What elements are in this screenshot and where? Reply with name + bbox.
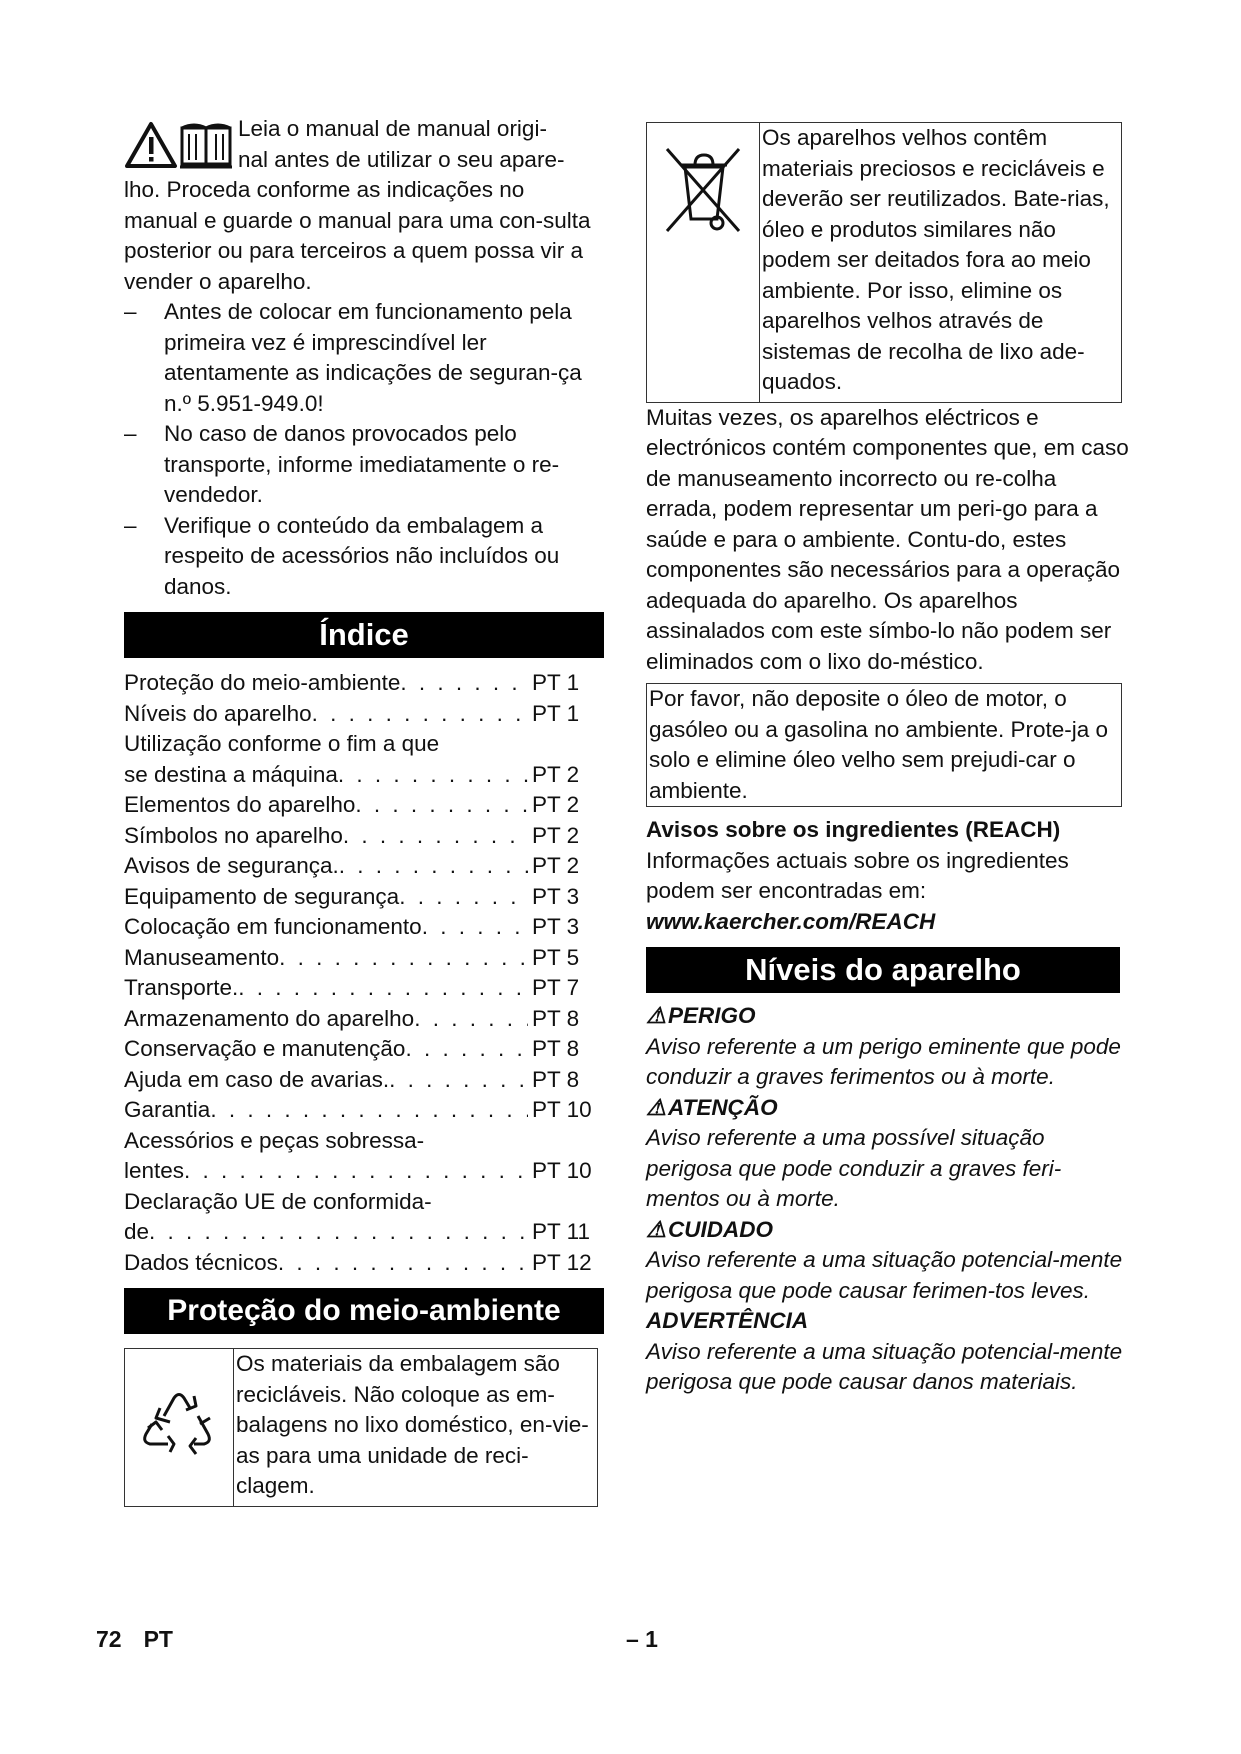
toc-leader-dots [405,1034,528,1065]
toc-entry[interactable] [124,699,604,730]
page-number: 72 [96,1626,122,1652]
right-column [646,122,1132,1398]
toc-leader-dots [343,821,528,852]
recycle-icon [134,1382,224,1472]
toc-entry-text: Dados técnicos [124,1249,278,1275]
weee-notice-text: Os aparelhos velhos contêm materiais preciosos e recicláveis e deverão ser reutilizados. Bate-rias, óleo e produtos similares não podem ser deitados fora ao meio ambiente. Por isso, elimine os aparelhos velhos através de sistemas de recolha de lixo ade-quados. [762,125,1110,394]
reach-paragraph: Informações actuais sobre os ingredientes podem ser encontradas em: [646,847,1069,903]
toc-entry-text: Proteção do meio-ambiente [124,670,401,695]
toc-page-ref: PT 7 [532,975,580,1000]
toc-entry[interactable] [124,668,604,699]
toc-leader-dots [210,1095,528,1126]
list-item [124,419,604,511]
warning-level-perigo [646,1001,1132,1032]
oil-notice-box [646,683,1122,807]
bullet-text: No caso de danos provocados pelo transporte, informe imediatamente o re-vendedor. [164,421,560,507]
warning-heading: ADVERTÊNCIA [646,1308,809,1333]
toc-entry-text: Acessórios e peças sobressa- [124,1127,425,1153]
recycle-notice-box [124,1348,598,1507]
dash-marker: – [124,299,137,324]
toc-entry[interactable] [124,1217,604,1248]
warning-level-atencao [646,1093,1132,1124]
toc-entry-text: Transporte. [124,975,239,1000]
warning-description: Aviso referente a uma possível situação perigosa que pode conduzir a graves feri-mentos ou à morte. [646,1125,1062,1211]
toc-page-ref: PT 2 [532,853,580,878]
dash-marker: – [124,421,137,446]
toc-entry-text: Conservação e manutenção [124,1036,406,1061]
toc-page-ref: PT 1 [532,700,580,726]
toc-page-ref: PT 12 [532,1249,592,1275]
toc-page-ref: PT 3 [532,883,580,909]
toc-page-ref: PT 8 [532,1066,580,1092]
toc-entry[interactable] [124,1034,604,1065]
toc-entry-text: Declaração UE de conformida- [124,1188,432,1214]
language-code: PT [143,1626,173,1652]
toc-entry[interactable] [124,821,604,852]
recycle-notice-text: Os materiais da embalagem são recicláveis. Não coloque as em-balagens no lixo doméstico, en-vie-as para uma unidade de reci-clagem. [236,1351,589,1498]
warning-description: Aviso referente a uma situação potencial-mente perigosa que pode causar ferimen-tos leves. [646,1247,1123,1303]
warning-heading: ATENÇÃO [668,1094,778,1120]
list-item [124,511,604,603]
toc-entry[interactable] [124,943,604,974]
footer-section-page: – 1 [626,1626,658,1652]
toc-entry-text: Manuseamento [124,944,280,970]
intro-icons [124,114,234,170]
toc-entry-text: Símbolos no aparelho [124,822,343,848]
toc-entry-text: Elementos do aparelho [124,792,356,817]
toc-entry-text: de [124,1219,150,1244]
toc-leader-dots [184,1156,528,1187]
manual-book-icon [180,125,232,167]
toc-leader-dots [355,790,528,821]
list-item [124,297,604,419]
toc-entry[interactable] [124,1004,604,1035]
warning-heading: PERIGO [668,1003,756,1028]
reach-link[interactable]: www.kaercher.com/REACH [646,908,936,934]
toc-entry-text: Garantia [124,1097,211,1122]
weee-notice-box [646,122,1122,403]
toc-leader-dots [339,851,528,882]
recycle-icon-cell [125,1349,234,1506]
left-column [124,114,604,1507]
toc-entry-text: Ajuda em caso de avarias. [124,1066,390,1092]
toc-leader-dots [422,912,528,943]
footer-left [96,1626,173,1653]
toc-entry[interactable] [124,1065,604,1096]
toc-entry-text: Utilização conforme o fim a que [124,731,440,756]
intro-second-line: nal antes de utilizar o seu apare- [238,146,565,172]
toc-page-ref: PT 10 [532,1158,592,1183]
levels-heading: Níveis do aparelho [646,947,1120,993]
intro-first-line: Leia o manual de manual origi- [238,116,547,141]
toc-entry-line [124,1187,604,1218]
warning-description: Aviso referente a um perigo eminente que pode conduzir a graves ferimentos ou à morte. [646,1033,1121,1089]
electronics-paragraph: Muitas vezes, os aparelhos eléctricos e electrónicos contém componentes que, em caso de manuseamento incorrecto ou re-colha errada, podem representar um peri-go para a saúde e para o ambiente. Contu-do, estes componentes são necessários para a operação adequada do aparelho. Os aparelhos assinalados com este símbo-lo não podem ser eliminados com o lixo do-méstico. [646,404,1129,674]
bullet-text: Antes de colocar em funcionamento pela primeira vez é imprescindível ler atentamente as indicações de seguran-ça n.º 5.951-949.0! [164,299,582,416]
toc-page-ref: PT 1 [532,670,580,695]
toc-entry-text: Armazenamento do aparelho [124,1005,415,1031]
toc-page-ref: PT 8 [532,1036,580,1061]
warning-level-cuidado [646,1215,1132,1246]
toc-entry[interactable] [124,882,604,913]
intro-rest: lho. Proceda conforme as indicações no manual e guarde o manual para uma con-sulta posterior ou para terceiros a quem possa vir a vender o aparelho. [124,177,591,294]
toc-leader-dots [338,760,528,791]
toc-entry[interactable] [124,760,604,791]
reach-heading: Avisos sobre os ingredientes (REACH) [646,817,1061,842]
toc-entry[interactable] [124,973,604,1004]
toc-entry[interactable] [124,790,604,821]
index-heading: Índice [124,612,604,658]
toc-entry-text: lentes [124,1158,185,1183]
toc-entry[interactable] [124,851,604,882]
toc-leader-dots [279,943,528,974]
warning-levels [646,1001,1132,1398]
warning-triangle-icon: ⚠ [646,1094,667,1120]
crossed-bin-icon [661,141,745,237]
toc-page-ref: PT 2 [532,761,580,787]
environment-heading: Proteção do meio-ambiente [124,1288,604,1334]
toc-leader-dots [238,973,528,1004]
toc-entry-text: se destina a máquina [124,761,338,787]
toc-page-ref: PT 11 [532,1219,590,1244]
toc-page-ref: PT 2 [532,822,580,848]
toc-page-ref: PT 5 [532,944,580,970]
toc-entry-text: Colocação em funcionamento [124,914,422,939]
toc-page-ref: PT 3 [532,914,580,939]
table-of-contents [124,668,604,1278]
toc-leader-dots [278,1248,528,1279]
warning-description: Aviso referente a uma situação potencial-mente perigosa que pode causar danos materiais. [646,1338,1123,1394]
toc-entry[interactable] [124,912,604,943]
toc-page-ref: PT 2 [532,792,580,817]
warning-triangle-icon: ⚠ [646,1216,667,1242]
oil-notice-text: Por favor, não deposite o óleo de motor, o gasóleo ou a gasolina no ambiente. Prote-ja o solo e elimine óleo velho sem prejudi-car o ambiente. [649,686,1109,803]
warning-triangle-icon [124,120,232,172]
toc-entry-text: Níveis do aparelho [124,700,312,726]
dash-marker: – [124,512,137,538]
bullet-text: Verifique o conteúdo da embalagem a respeito de acessórios não incluídos ou danos. [164,512,560,599]
warning-triangle-icon: ⚠ [646,1003,667,1028]
toc-entry[interactable] [124,1095,604,1126]
intro-bullet-list [124,297,604,602]
toc-entry-text: Equipamento de segurança [124,883,400,909]
crossed-bin-icon-cell [647,123,760,402]
toc-leader-dots [149,1217,528,1248]
toc-page-ref: PT 10 [532,1097,592,1122]
toc-leader-dots [414,1004,528,1035]
toc-leader-dots [389,1065,528,1096]
toc-page-ref: PT 8 [532,1005,580,1031]
toc-entry[interactable] [124,1248,604,1279]
toc-leader-dots [400,668,528,699]
toc-leader-dots [399,882,528,913]
toc-entry-line [124,729,604,760]
toc-entry[interactable] [124,1156,604,1187]
toc-entry-line [124,1126,604,1157]
toc-entry-text: Avisos de segurança. [124,853,339,878]
warning-heading: CUIDADO [668,1216,773,1242]
warning-level-advertencia [646,1306,1132,1337]
intro-section [124,114,604,602]
toc-leader-dots [312,699,528,730]
